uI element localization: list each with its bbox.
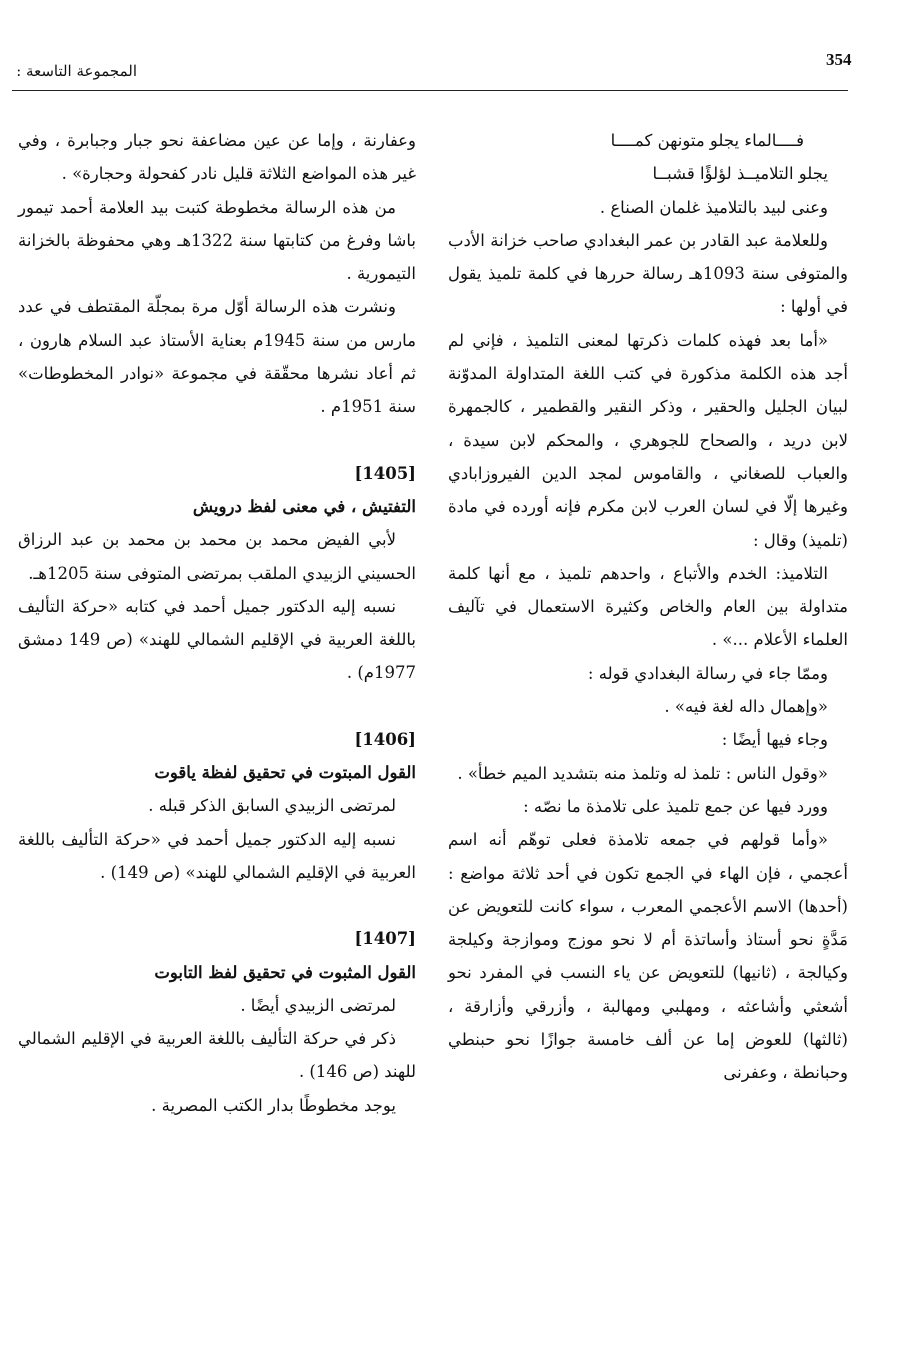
paragraph: ونشرت هذه الرسالة أوّل مرة بمجلّة المقتطف في عدد مارس من سنة 1945م بعناية الأستاذ عبد السلام هارون ، ثم أعاد نشرها محقّقة في مجموعة «نوادر المخطوطات» سنة 1951م .: [18, 297, 416, 417]
quote-paragraph: «وأما قولهم في جمعه تلامذة فعلى توهّم أنه اسم أعجمي ، فإن الهاء في الجمع تكون في أحد ثلاثة مواضع : (أحدها) الاسم الأعجمي المعرب ، سواء كانت للتعويض عن مَدَّةٍ نحو أستاذ وأساتذة أم لا نحو موزج وموازجة وكيلجة وكيالجة ، (ثانيها) للتعويض عن ياء النسب في المفرد نحو أشعثي وأشاعثه ، ومهلبي ومهالبة ، وأزرقي وأزارقة ، (ثالثها) للعوض إما عن ألف خامسة جوازًا نحو حبنطي وحبانطة ، وعفرنى: [448, 830, 848, 1083]
entry-line: نسبه إليه الدكتور جميل أحمد في كتابه «حركة التأليف باللغة العربية في الإقليم الشمالي للهند» (ص 149 دمشق 1977م) .: [18, 596, 416, 683]
entry-title: التفتيش ، في معنى لفظ درويش: [192, 496, 416, 516]
entry-line: نسبه إليه الدكتور جميل أحمد في «حركة التأليف باللغة العربية في الإقليم الشمالي للهند» (ص 149) .: [18, 829, 416, 882]
paragraph: وعفارنة ، وإما عن عين مضاعفة نحو جبار وجبابرة ، وفي غير هذه المواضع الثلاثة قليل نادر كفحولة وحجارة» .: [18, 131, 416, 184]
entry-number: [1407]: [354, 929, 416, 949]
paragraph: وعنى لبيد بالتلاميذ غلمان الصناع .: [599, 197, 828, 217]
entry-title: القول المثبوت في تحقيق لفظ التابوت: [154, 962, 416, 982]
entry-line: ذكر في حركة التأليف باللغة العربية في الإقليم الشمالي للهند (ص 146) .: [18, 1029, 416, 1082]
paragraph: وجاء فيها أيضًا :: [721, 730, 828, 750]
entry-line: يوجد مخطوطًا بدار الكتب المصرية .: [151, 1095, 396, 1115]
entry-line: لأبي الفيض محمد بن محمد بن محمد بن عبد الرزاق الحسيني الزبيدي الملقب بمرتضى المتوفى سنة 1205هـ.: [18, 530, 416, 583]
header-rule: [12, 90, 848, 91]
entry-title: القول المبتوت في تحقيق لفظة ياقوت: [154, 763, 416, 783]
paragraph: وللعلامة عبد القادر بن عمر البغدادي صاحب خزانة الأدب والمتوفى سنة 1093هـ رسالة حررها في كلمة تلميذ يقول في أولها :: [448, 230, 848, 317]
paragraph: من هذه الرسالة مخطوطة كتبت بيد العلامة أحمد تيمور باشا وفرغ من كتابتها سنة 1322هـ وهي محفوظة بالخزانة التيمورية .: [18, 197, 416, 284]
entry-number: [1406]: [354, 729, 416, 749]
poem-line-2: يجلو التلاميــذ لؤلؤًا قشبــا: [652, 164, 828, 184]
poem-line-1: فــــالماء يجلو متونهن كمــــا: [610, 131, 804, 150]
quote-paragraph: «أما بعد فهذه كلمات ذكرتها لمعنى التلميذ ، فإني لم أجد هذه الكلمة مذكورة في كتب اللغة المتداولة المدوّنة لبيان الجليل والحقير ، وذكر النقير والقطمير ، كالجمهرة لابن دريد ، والصحاح للجوهري ، والمحكم لابن سيدة ، والعباب للصغاني ، والقاموس لمجد الدين الفيروزابادي وغيرها إلّا في لسان العرب لابن مكرم فإنه أورده في مادة (تلميذ) وقال :: [448, 330, 848, 550]
entry-number: [1405]: [354, 463, 416, 483]
quote-paragraph: «وقول الناس : تلمذ له وتلمذ منه بتشديد الميم خطأ» .: [457, 763, 828, 783]
page-number: 354: [826, 50, 852, 69]
entry-line: لمرتضى الزبيدي أيضًا .: [240, 995, 396, 1015]
left-column: [18, 124, 416, 1122]
running-head: المجموعة التاسعة :: [16, 62, 137, 80]
paragraph: وممّا جاء في رسالة البغدادي قوله :: [587, 663, 828, 683]
paragraph: وورد فيها عن جمع تلميذ على تلامذة ما نصّه :: [523, 796, 828, 816]
quote-paragraph: «وإهمال داله لغة فيه» .: [664, 697, 828, 717]
right-column: [448, 124, 848, 1090]
quote-paragraph: التلاميذ: الخدم والأتباع ، واحدهم تلميذ ، مع أنها كلمة متداولة بين العام والخاص وكثيرة الاستعمال في تآليف العلماء الأعلام ...» .: [448, 563, 848, 650]
entry-line: لمرتضى الزبيدي السابق الذكر قبله .: [148, 796, 396, 816]
